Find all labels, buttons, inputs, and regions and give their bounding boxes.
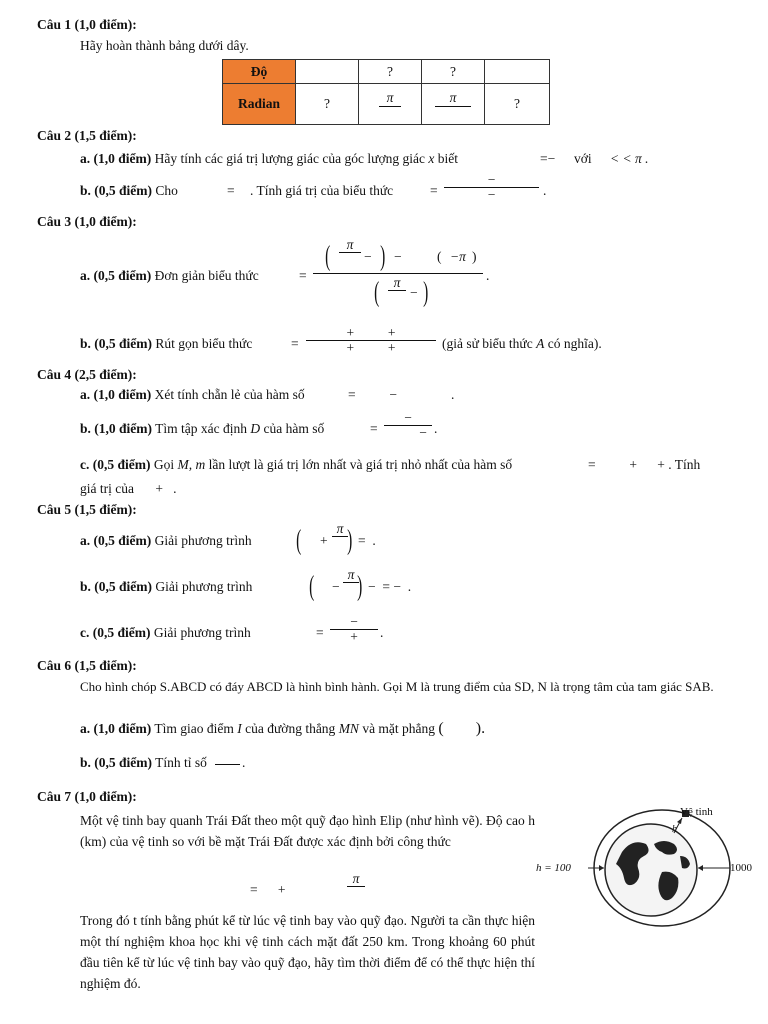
- q7-para1: Một vệ tinh bay quanh Trái Đất theo một quỹ đạo hình Elip (như hình vẽ). Độ cao h (km) của vệ tinh so với bề mặt Trái Đất được xác định bởi công thức: [80, 813, 535, 849]
- q3b-label: b. (0,5 điểm): [80, 336, 152, 351]
- q4a-line: [80, 387, 305, 403]
- arrow-head: [698, 865, 703, 871]
- q3a-label: a. (0,5 điểm): [80, 268, 152, 283]
- q3b-text: Rút gọn biểu thức: [155, 336, 253, 351]
- q6a-line: [80, 720, 485, 738]
- q6a-label: a. (1,0 điểm): [80, 721, 152, 736]
- table-cell: ?: [296, 84, 359, 125]
- q2a-eq: =−: [540, 151, 556, 166]
- q4c-line2-text: giá trị của: [80, 481, 134, 496]
- q5b-label: b. (0,5 điểm): [80, 579, 152, 594]
- fraction-numerator: π: [386, 89, 394, 105]
- q5c-line: [80, 625, 251, 641]
- fraction-numerator: −: [404, 410, 412, 425]
- q2-title: Câu 2 (1,5 điểm):: [37, 128, 137, 143]
- paren-right: ): [380, 241, 386, 272]
- q5a-line: [80, 533, 252, 549]
- table-cell: [296, 60, 359, 84]
- q2b-eq2: =: [430, 183, 438, 198]
- q3a-den-minus: −: [410, 285, 418, 300]
- paren-left: (: [325, 241, 331, 272]
- q6b-text: Tính tỉ số: [155, 755, 207, 770]
- q3a-num-right-close: ): [472, 249, 477, 264]
- fraction-bar: [332, 536, 348, 537]
- q6-intro: Cho hình chóp S.ABCD có đáy ABCD là hình bình hành. Gọi M là trung điểm của SD, N là trọng tâm của tam giác SAB.: [80, 679, 714, 694]
- fraction-numerator: −: [487, 172, 496, 187]
- paren-left: (: [309, 571, 315, 602]
- q3b-fraction: [306, 326, 436, 355]
- q2b-line: [80, 183, 178, 199]
- fraction-numerator: π: [346, 237, 354, 252]
- pi-fraction: [388, 276, 406, 291]
- q3b-line: [80, 336, 252, 352]
- q4b-text2: của hàm số: [263, 421, 325, 436]
- q4c-text2: lần lượt là giá trị lớn nhất và giá trị nhỏ nhất của hàm số: [208, 457, 513, 472]
- paren-right: ): [347, 525, 353, 556]
- q5a-pre: +: [320, 533, 328, 548]
- fraction-numerator: + +: [346, 325, 396, 340]
- q5c-eq: =: [316, 625, 324, 640]
- q7-para2: Trong đó t tính bằng phút kể từ lúc vệ tinh bay vào quỹ đạo. Người ta cần thực hiện một thí nghiệm khoa học khi vệ tinh cách mặt đất 250 km. Trong khoảng 60 phút đầu tiên kể từ lúc vệ tinh bay vào quỹ đạo, hãy tìm thời điểm để có thể thực hiện thí nghiệm đó.: [80, 913, 535, 991]
- q6a-text3: và mặt phẳng: [362, 721, 436, 736]
- q2a-text: Hãy tính các giá trị lượng giác của góc lượng giác: [154, 151, 425, 166]
- q1-title: Câu 1 (1,0 điểm):: [37, 17, 137, 32]
- q5b-text: Giải phương trình: [155, 579, 253, 594]
- q1-instruction: Hãy hoàn thành bảng dưới dây.: [80, 38, 249, 53]
- fraction-bar: [435, 106, 471, 119]
- table-header-radian: Radian: [223, 84, 296, 125]
- q4c-label: c. (0,5 điểm): [80, 457, 151, 472]
- table-cell: [485, 60, 550, 84]
- fraction-bar: [388, 290, 406, 291]
- q3a-num-right-open: (: [437, 249, 442, 264]
- q6a-text2: của đường thẳng: [245, 721, 336, 736]
- fraction-denominator: −: [487, 187, 496, 202]
- paren-right: ): [423, 277, 429, 308]
- fraction-bar: [215, 764, 240, 765]
- fraction-denominator: + +: [346, 340, 396, 355]
- q3a-num-right: −π: [450, 249, 466, 264]
- q4a-expr: = −: [348, 387, 397, 402]
- q5b-line: [80, 579, 252, 595]
- q4b-eq: =: [370, 421, 378, 436]
- q3a-text: Đơn giản biểu thức: [154, 268, 259, 283]
- fraction-bar: [313, 273, 483, 274]
- q5c-label: c. (0,5 điểm): [80, 625, 151, 640]
- q2a-var: x: [428, 151, 435, 166]
- q3b-eq: =: [291, 336, 299, 351]
- pi-fraction: [339, 238, 361, 253]
- q2b-label: b. (0,5 điểm): [80, 183, 152, 198]
- q3a-minus: −: [364, 249, 372, 264]
- q2a-label: a. (1,0 điểm): [80, 151, 152, 166]
- q5b-pre: −: [332, 579, 340, 594]
- fraction-numerator: π: [352, 871, 360, 886]
- q5a-text: Giải phương trình: [154, 533, 252, 548]
- q6a-paren: ( ).: [438, 720, 486, 737]
- paren-left: (: [374, 277, 380, 308]
- q3-title: Câu 3 (1,0 điểm):: [37, 214, 137, 229]
- q4b-fraction: [384, 411, 432, 440]
- q4c-vars: M, m: [177, 457, 206, 472]
- q4c-expr: = + + . Tính: [588, 457, 701, 472]
- fraction-bar: [347, 886, 365, 887]
- q4a-label: a. (1,0 điểm): [80, 387, 152, 402]
- q4c-line2-expr: + .: [155, 481, 177, 496]
- orbit-figure: [534, 800, 762, 930]
- q2a-with: với: [574, 151, 592, 166]
- q6b-end: .: [242, 755, 246, 770]
- q3a-end: .: [486, 268, 490, 283]
- q4b-end: .: [434, 421, 438, 436]
- q2b-end: .: [543, 183, 547, 198]
- q3b-note2: có nghĩa).: [547, 336, 602, 351]
- pi-fraction: [347, 872, 365, 887]
- q5c-text: Giải phương trình: [153, 625, 251, 640]
- q2b-text: Cho: [155, 183, 178, 198]
- h-right-label: 1000: [730, 862, 752, 874]
- fraction-numerator: π: [336, 521, 344, 536]
- table-header-degree: Độ: [223, 60, 296, 84]
- fraction-denominator: +: [350, 629, 358, 644]
- q3b-note-var: A: [536, 336, 545, 351]
- q4b-text: Tìm tập xác định: [155, 421, 247, 436]
- table-cell: [422, 84, 485, 125]
- q2b-text2: . Tính giá trị của biểu thức: [250, 183, 394, 198]
- fraction-numerator: π: [449, 89, 457, 105]
- q6-title: Câu 6 (1,5 điểm):: [37, 658, 137, 673]
- paren-left: (: [296, 525, 302, 556]
- pi-fraction: [332, 522, 348, 537]
- conversion-table: [222, 59, 550, 125]
- q4b-var: D: [250, 421, 261, 436]
- q2a-line: [80, 151, 458, 167]
- q4a-end: .: [451, 387, 455, 402]
- fraction-numerator: π: [347, 567, 355, 582]
- table-cell: ?: [422, 60, 485, 84]
- q2b-fraction: [444, 173, 539, 202]
- h-left-label: h = 100: [536, 862, 571, 874]
- q7-formula: = +: [250, 882, 286, 897]
- q6b-line: [80, 755, 207, 771]
- q4c-text: Gọi: [153, 457, 175, 472]
- q5-title: Câu 5 (1,5 điểm):: [37, 502, 137, 517]
- q6a-text: Tìm giao điểm: [154, 721, 234, 736]
- q6b-label: b. (0,5 điểm): [80, 755, 152, 770]
- fraction-bar: [339, 252, 361, 253]
- q3a-eq: =: [299, 268, 307, 283]
- arrow-head: [677, 818, 682, 824]
- fraction-numerator: −: [350, 614, 358, 629]
- q4b-line: [80, 421, 324, 437]
- q5a-label: a. (0,5 điểm): [80, 533, 152, 548]
- fraction-numerator: π: [393, 275, 401, 290]
- q2a-cond: < < π .: [610, 151, 649, 166]
- q4b-label: b. (1,0 điểm): [80, 421, 152, 436]
- fraction-bar: [379, 106, 401, 119]
- q2b-eq: =: [227, 183, 235, 198]
- table-cell: ?: [485, 84, 550, 125]
- q3b-note1: (giả sử biểu thức: [442, 336, 533, 351]
- q3b-note: [442, 336, 602, 352]
- q3a-num-mid: −: [394, 249, 402, 264]
- table-cell: [359, 84, 422, 125]
- h-label: h: [672, 824, 677, 835]
- q3a-line: [80, 268, 259, 284]
- paren-right: ): [357, 571, 363, 602]
- satellite-label: Vệ tinh: [680, 806, 713, 818]
- q6a-var: I: [237, 721, 242, 736]
- q7-title: Câu 7 (1,0 điểm):: [37, 789, 137, 804]
- q6a-line-name: MN: [338, 721, 359, 736]
- arrow-head: [599, 865, 604, 871]
- q2a-text2: biết: [437, 151, 458, 166]
- q4a-text: Xét tính chẵn lẻ của hàm số: [154, 387, 305, 402]
- q5c-fraction: [330, 615, 378, 644]
- fraction-denominator: −: [419, 425, 427, 440]
- q5b-post: − = − .: [368, 579, 412, 594]
- q4c-line: [80, 457, 512, 473]
- q4-title: Câu 4 (2,5 điểm):: [37, 367, 137, 382]
- q5c-end: .: [380, 625, 384, 640]
- table-cell: ?: [359, 60, 422, 84]
- earth-circle: [605, 824, 697, 916]
- q4c-line2: [80, 481, 176, 497]
- q5a-post: = .: [358, 533, 376, 548]
